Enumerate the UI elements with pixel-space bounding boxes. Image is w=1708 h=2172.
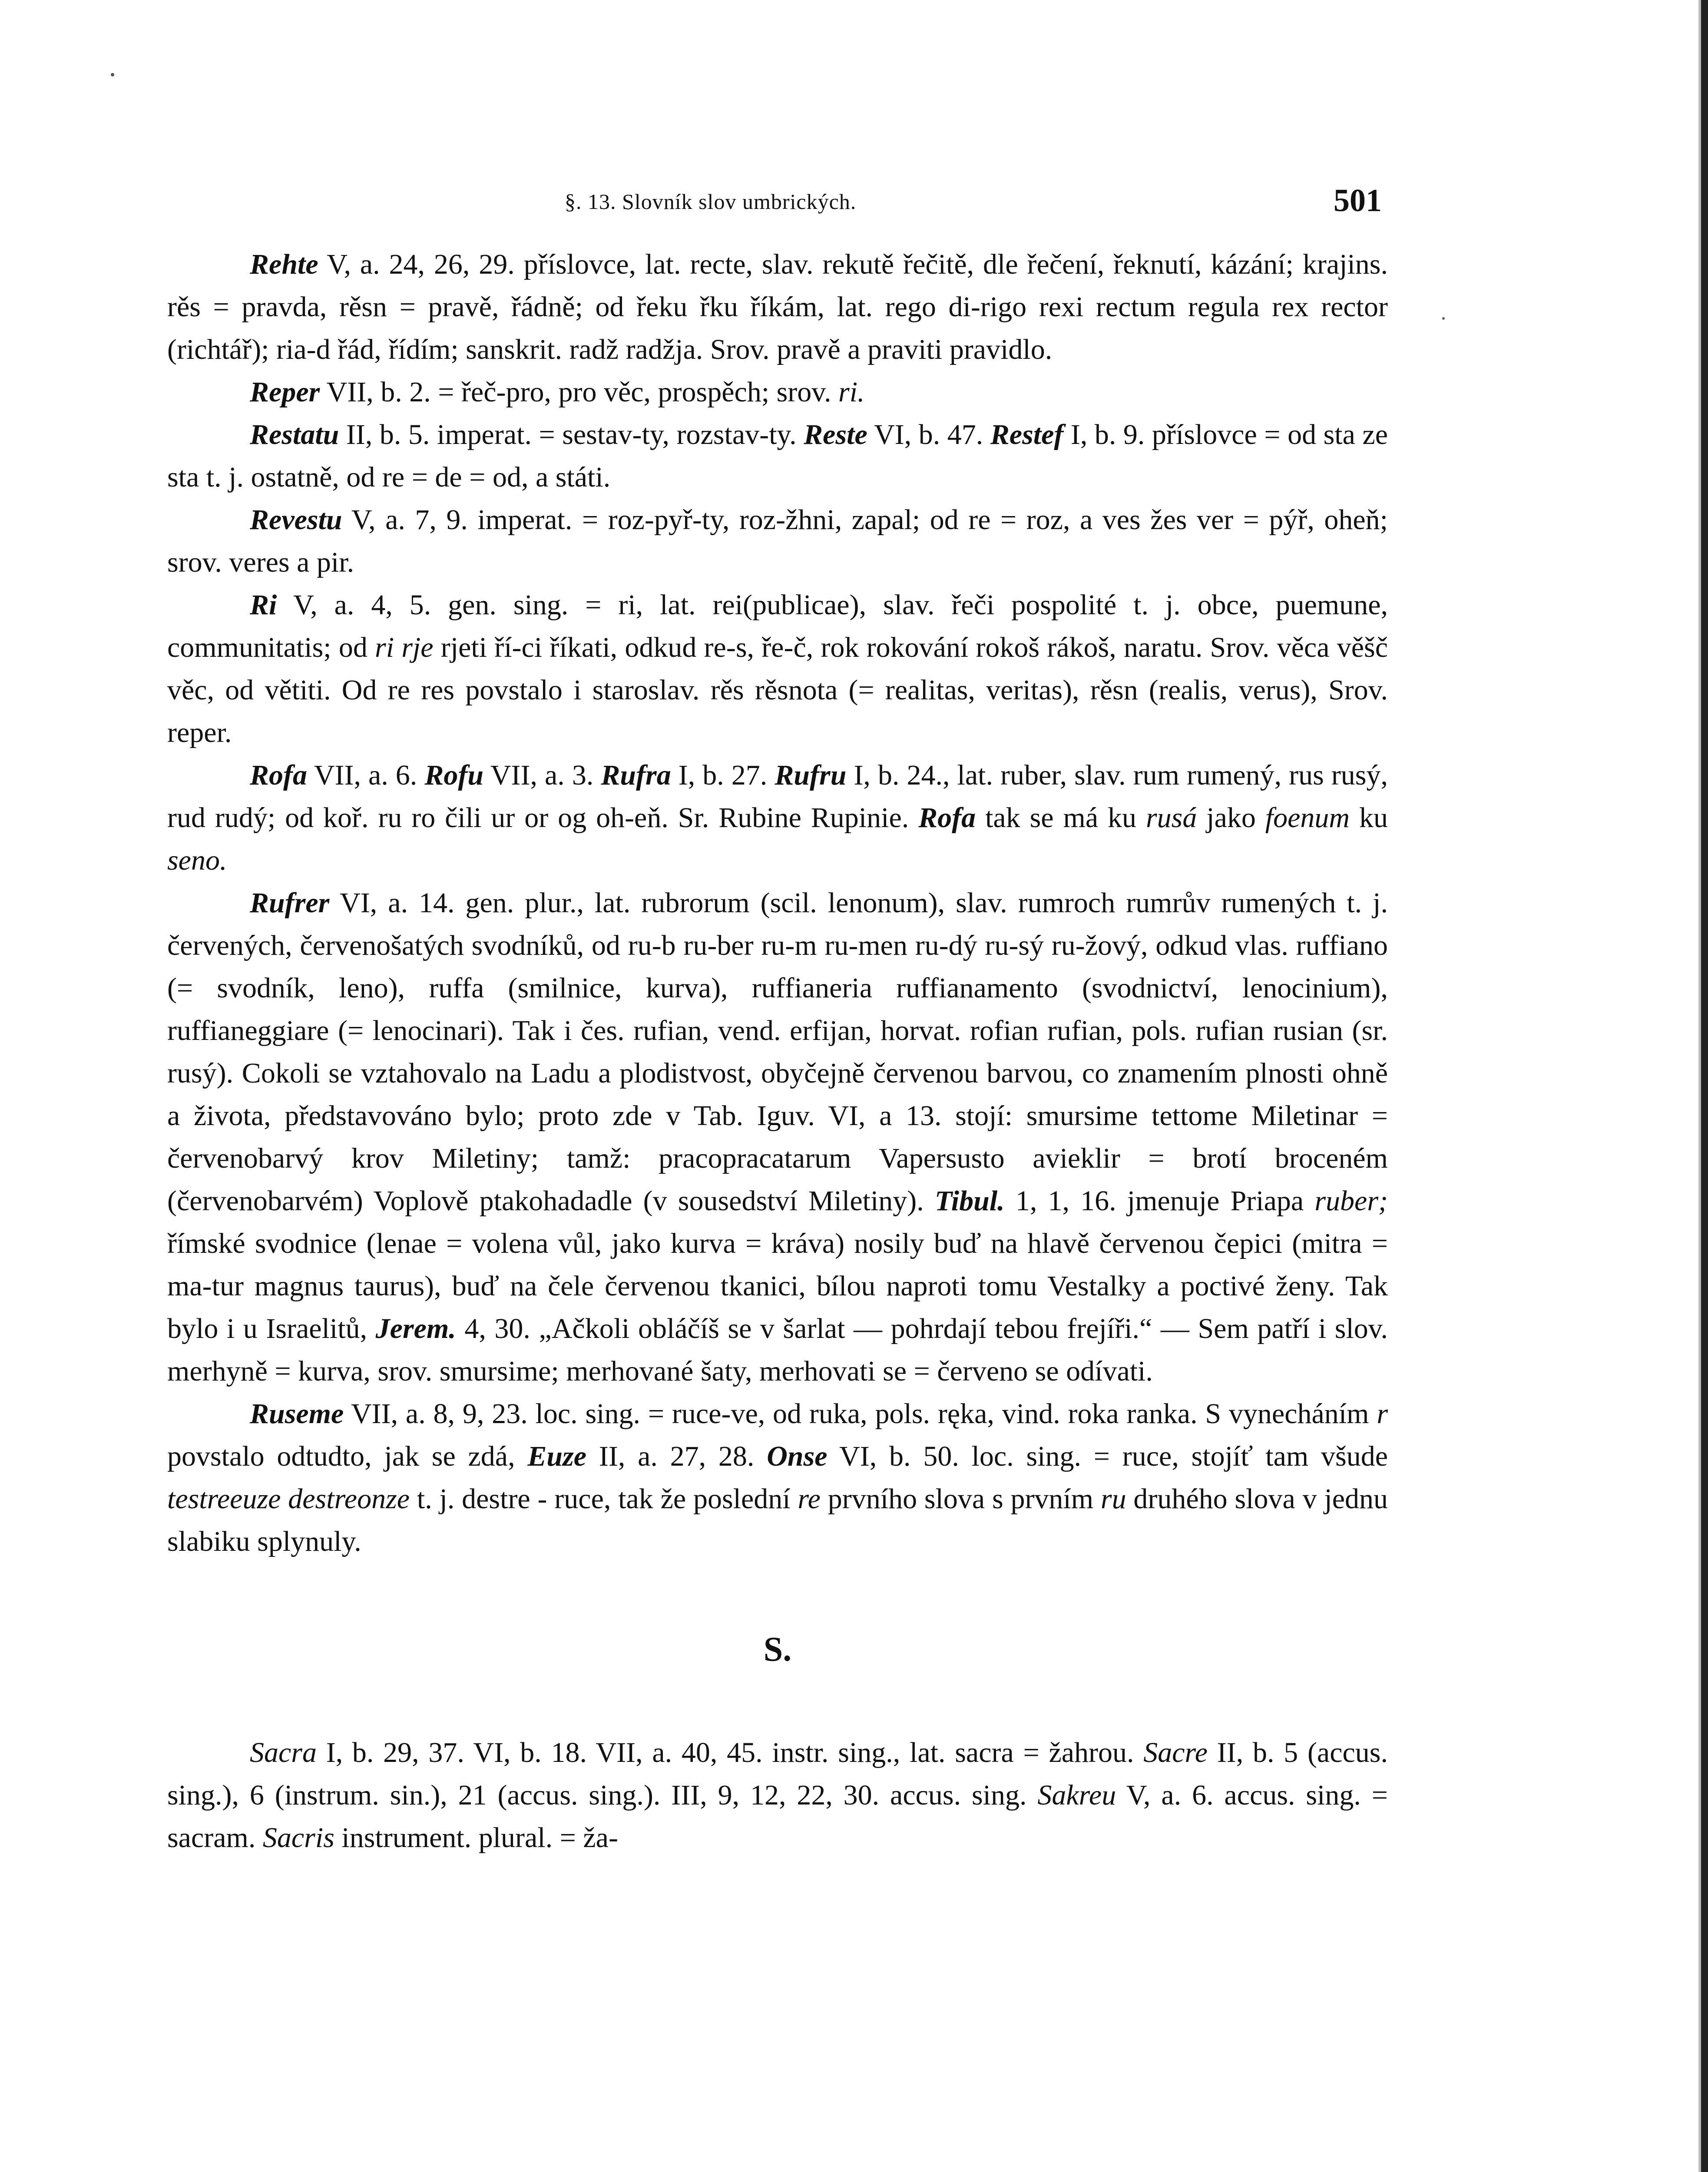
headword: Rufrer bbox=[250, 887, 330, 919]
headword: Rofu bbox=[424, 759, 484, 791]
entry-text: V, a. 6. accus. sing. = sacram. bbox=[167, 1779, 1388, 1854]
headword: Rufra bbox=[601, 759, 671, 791]
section-letter: S. bbox=[763, 1630, 792, 1669]
entry-text: V, a. 7, 9. imperat. = roz-pyř-ty, roz-žhni, zapal; od re = roz, a ves žes ver = pýř, oheň; srov. veres a pir. bbox=[167, 504, 1388, 578]
dictionary-entry bbox=[167, 371, 1388, 414]
italic-term: testreeuze destreonze bbox=[167, 1483, 410, 1515]
italic-term: ri rje bbox=[375, 632, 434, 663]
headword: Reste bbox=[804, 419, 867, 450]
entry-text: VII, b. 2. = řeč-pro, pro věc, prospěch; srov. bbox=[320, 376, 839, 408]
entry-text: povstalo odtudto, jak se zdá, bbox=[167, 1440, 528, 1472]
headword: Revestu bbox=[250, 504, 342, 536]
italic-term: foenum bbox=[1265, 802, 1350, 834]
headword: Restef bbox=[990, 419, 1064, 450]
dictionary-body bbox=[167, 243, 1388, 1859]
headword: Tibul. bbox=[934, 1185, 1005, 1217]
italic-term: seno. bbox=[167, 844, 227, 876]
entry-text: II, a. 27, 28. bbox=[586, 1440, 767, 1472]
entry-text: V, a. 4, 5. gen. sing. = ri, lat. rei(publicae), slav. řeči pospolité t. j. obce, puemune, communitatis; od bbox=[167, 589, 1388, 663]
entry-text: 1, 1, 16. jmenuje Priapa bbox=[1004, 1185, 1315, 1217]
page-number: 501 bbox=[1334, 183, 1382, 219]
scan-speck bbox=[1442, 317, 1445, 320]
entry-text: jako bbox=[1197, 802, 1265, 834]
entry-text: VII, a. 8, 9, 23. loc. sing. = ruce-ve, od ruka, pols. ręka, vind. roka ranka. S vynecháním bbox=[344, 1398, 1377, 1430]
dictionary-entry bbox=[167, 499, 1388, 584]
italic-term: rusá bbox=[1145, 802, 1197, 834]
headword: Reper bbox=[250, 376, 320, 408]
entry-text: druhého slova v jednu slabiku splynuly. bbox=[167, 1483, 1388, 1557]
section-entry-list bbox=[167, 1732, 1388, 1859]
italic-term: Sacre bbox=[1143, 1737, 1208, 1768]
italic-term: Sakreu bbox=[1037, 1779, 1116, 1811]
headword: Rehte bbox=[250, 248, 318, 280]
headword: Ri bbox=[250, 589, 277, 621]
entry-text: prvního slova s prvním bbox=[820, 1483, 1101, 1515]
dictionary-entry bbox=[167, 1393, 1388, 1563]
entry-text: VI, b. 50. loc. sing. = ruce, stojíť tam všude bbox=[827, 1440, 1388, 1472]
headword: Euze bbox=[527, 1440, 587, 1472]
entry-text: VI, b. 47. bbox=[867, 419, 990, 450]
entry-text: VI, a. 14. gen. plur., lat. rubrorum (scil. lenonum), slav. rumroch rumrův rumených t. j. červených, červenošatých svodníků, od ru-b ru-ber ru-m ru-men ru-dý ru-sý ru-žový, odkud vlas. ruffiano (= svodník, leno), ruffa (smilnice, kurva), ruffianeria ruffianamento (svodnictví, lenocinium), ruffianeggiare (= lenocinari). Tak i čes. rufian, vend. erfijan, horvat. rofian rufian, pols. rufian rusian (sr. rusý). Cokoli se vztahovalo na Ladu a plodistvost, obyčejně červenou barvou, co znamením plnosti ohně a života, představováno bylo; proto zde v Tab. Iguv. VI, a 13. stojí: smursime tettome Miletinar = červenobarvý krov Miletiny; tamž: pracopracatarum Vapersusto avieklir = brotí broceném (červenobarvém) Voplově ptakohadadle (v sousedství Miletiny). bbox=[167, 887, 1388, 1217]
headword: Onse bbox=[767, 1440, 828, 1472]
entry-text: 4, 30. „Ačkoli obláčíš se v šarlat — pohrdají tebou frejíři.“ — Sem patří i slov. merhyně = kurva, srov. smursime; merhované šaty, merhovati se = červeno se odívati. bbox=[167, 1313, 1388, 1387]
italic-term: re bbox=[798, 1483, 821, 1515]
running-title: §. 13. Slovník slov umbrických. bbox=[565, 189, 857, 214]
entry-text: ku bbox=[1350, 802, 1388, 834]
entry-text: rjeti ří-ci říkati, odkud re-s, ře-č, rok rokování rokoš rákoš, naratu. Srov. věca věšč věc, od větiti. Od re res povstalo i staroslav. rěs rěsnota (= realitas, veritas), rěsn (realis, verus), Srov. reper. bbox=[167, 632, 1388, 748]
entry-text: t. j. destre - ruce, tak že poslední bbox=[410, 1483, 798, 1515]
italic-term: Sacris bbox=[262, 1822, 334, 1854]
italic-term: ruber; bbox=[1314, 1185, 1388, 1217]
entry-text: VII, a. 3. bbox=[483, 759, 601, 791]
scan-speck bbox=[111, 73, 114, 76]
italic-term: Sacra bbox=[250, 1737, 317, 1768]
entry-text: římské svodnice (lenae = volena vůl, jako kurva = kráva) nosily buď na hlavě červenou čepici (mitra = ma-tur magnus taurus), buď na čele červenou tkanici, bílou naproti tomu Vestalky a poctivé ženy. Tak bylo i u Israelitů, bbox=[167, 1228, 1388, 1344]
entry-text: VII, a. 6. bbox=[307, 759, 425, 791]
italic-term: ru bbox=[1100, 1483, 1126, 1515]
entry-list bbox=[167, 243, 1388, 1563]
headword: Restatu bbox=[250, 419, 339, 450]
dictionary-entry bbox=[167, 754, 1388, 882]
dictionary-entry bbox=[167, 243, 1388, 371]
italic-term: ri. bbox=[838, 376, 865, 408]
headword: Rofa bbox=[918, 802, 976, 834]
entry-text: I, b. 9. příslovce = od sta ze sta t. j. ostatně, od re = de = od, a státi. bbox=[167, 419, 1388, 493]
italic-term: r bbox=[1377, 1398, 1388, 1430]
entry-text: II, b. 5. imperat. = sestav-ty, rozstav-ty. bbox=[339, 419, 804, 450]
entry-text: II, b. 5 (accus. sing.), 6 (instrum. sin.), 21 (accus. sing.). III, 9, 12, 22, 30. accus. sing. bbox=[167, 1737, 1388, 1811]
entry-text: V, a. 24, 26, 29. příslovce, lat. recte, slav. rekutě řečitě, dle řečení, řeknutí, kázání; krajins. rěs = pravda, rěsn = pravě, řádně; od řeku řku říkám, lat. rego di-rigo rexi rectum regula rex rector (richtář); ria-d řád, řídím; sanskrit. radž radžja. Srov. pravě a praviti pravidlo. bbox=[167, 248, 1388, 365]
entry-text: tak se má ku bbox=[976, 802, 1146, 834]
dictionary-entry bbox=[167, 414, 1388, 499]
headword: Rofa bbox=[250, 759, 307, 791]
entry-text: I, b. 24., lat. ruber, slav. rum rumený, rus rusý, rud rudý; od koř. ru ro čili ur or og oh-eň. Sr. Rubine Rupinie. bbox=[167, 759, 1388, 834]
entry-text: I, b. 29, 37. VI, b. 18. VII, a. 40, 45. instr. sing., lat. sacra = žahrou. bbox=[316, 1737, 1144, 1768]
headword: Rufru bbox=[775, 759, 847, 791]
dictionary-entry bbox=[167, 584, 1388, 754]
dictionary-entry bbox=[167, 1732, 1388, 1859]
dictionary-entry bbox=[167, 882, 1388, 1393]
entry-text: I, b. 27. bbox=[671, 759, 775, 791]
headword: Jerem. bbox=[375, 1313, 456, 1344]
entry-text: instrument. plural. = ža- bbox=[334, 1822, 618, 1854]
headword: Ruseme bbox=[250, 1398, 344, 1430]
scan-edge bbox=[1701, 0, 1708, 2172]
